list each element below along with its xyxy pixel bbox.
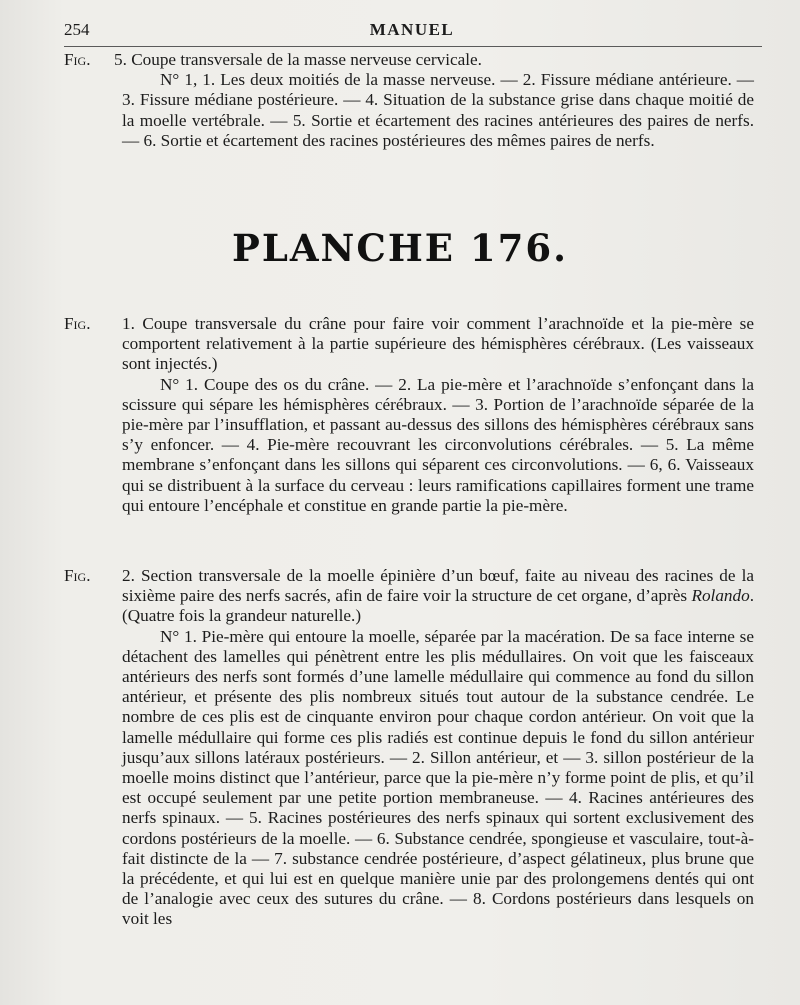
figure-label: Fig. [64,314,91,333]
plate-title: PLANCHE 176. [232,226,568,270]
figure-1-caption: Fig. 1. Coupe transversale du crâne pour faire voir comment l’arachnoïde et la pie-mère se comportent relativement à la partie supérieure des hémisphères cérébraux. (Les vaisseaux sont injectés.) [64,314,754,374]
page-header [64,20,760,44]
figure-1-legend: N° 1. Coupe des os du crâne. — 2. La pie-mère et l’arachnoïde s’enfonçant dans la scissure qui sépare les hémisphères cérébraux. — 3. Portion de l’arachnoïde séparée de la pie-mère par l’insufflation, et passant au-dessus des sillons des hémisphères cérébraux sans s’y enfoncer. — 4. Pie-mère recouvrant les circonvolutions cérébrales. — 5. La même membrane s’enfonçant dans les sillons qui séparent ces circonvolutions. — 6, 6. Vaisseaux qui se distribuent à la surface du cerveau : leurs ramifications capillaires forment une trame qui entoure l’encéphale et constitue en grande partie la pie-mère. [122,374,754,515]
author-name: Rolando [691,586,750,606]
figure-label: Fig. [64,566,91,585]
figure-1-entry [64,314,754,516]
figure-5-legend: N° 1, 1. Les deux moitiés de la masse nerveuse. — 2. Fissure médiane antérieure. — 3. Fissure médiane postérieure. — 4. Situation de la substance grise dans chaque moitié de la moelle vertébrale. — 5. Sortie et écartement des racines antérieures des paires de nerfs. — 6. Sortie et écartement des racines postérieures des mêmes paires de nerfs. [122,70,754,150]
figure-2-legend: N° 1. Pie-mère qui entoure la moelle, séparée par la macération. De sa face interne se détachent des lamelles qui pénètrent entre les plis médullaires. On voit que les faisceaux antérieurs des nerfs sont formés d’une lamelle médullaire qui commence au fond du sillon antérieur, et présente des plis nombreux situés tout autour de la substance cendrée. Le nombre de ces plis est de cinquante environ pour chaque cordon antérieur. On voit que la lamelle médullaire qui forme ces plis radiés est continue depuis le fond du sillon antérieur jusqu’aux sillons latéraux postérieurs. — 2. Sillon antérieur, et — 3. sillon postérieur de la moelle moins distinct que l’antérieur, parce que la pie-mère n’y forme point de plis, et qu’il est occupé seulement par une petite portion membraneuse. — 4. Racines antérieures des nerfs spinaux. — 5. Racines postérieures des nerfs spinaux qui sortent exclusivement des cordons postérieurs de la moelle. — 6. Substance cendrée, spongieuse et vasculaire, tout-à-fait distincte de la — 7. substance cendrée postérieure, d’aspect gélatineux, plus brune que la précédente, et qui lui est en quelque manière unie par des prolongemens dentés qui ont de l’analogie avec ceux des sutures du crâne. — 8. Cordons postérieurs dans lesquels on voit les [122,626,754,929]
running-head: MANUEL [369,20,455,39]
header-rule [64,46,762,47]
page-number: 254 [64,20,90,39]
figure-5-entry [64,50,754,151]
figure-2-entry [64,566,754,930]
figure-label: Fig. [64,50,91,69]
figure-5-caption: Fig. 5. Coupe transversale de la masse nerveuse cervicale. [64,50,482,69]
figure-2-caption: Fig. 2. Section transversale de la moelle épinière d’un bœuf, faite au niveau des racines de la sixième paire des nerfs sacrés, afin de faire voir la structure de cet organe, d’après Rolando. (Quatre fois la grandeur naturelle.) [64,566,754,626]
